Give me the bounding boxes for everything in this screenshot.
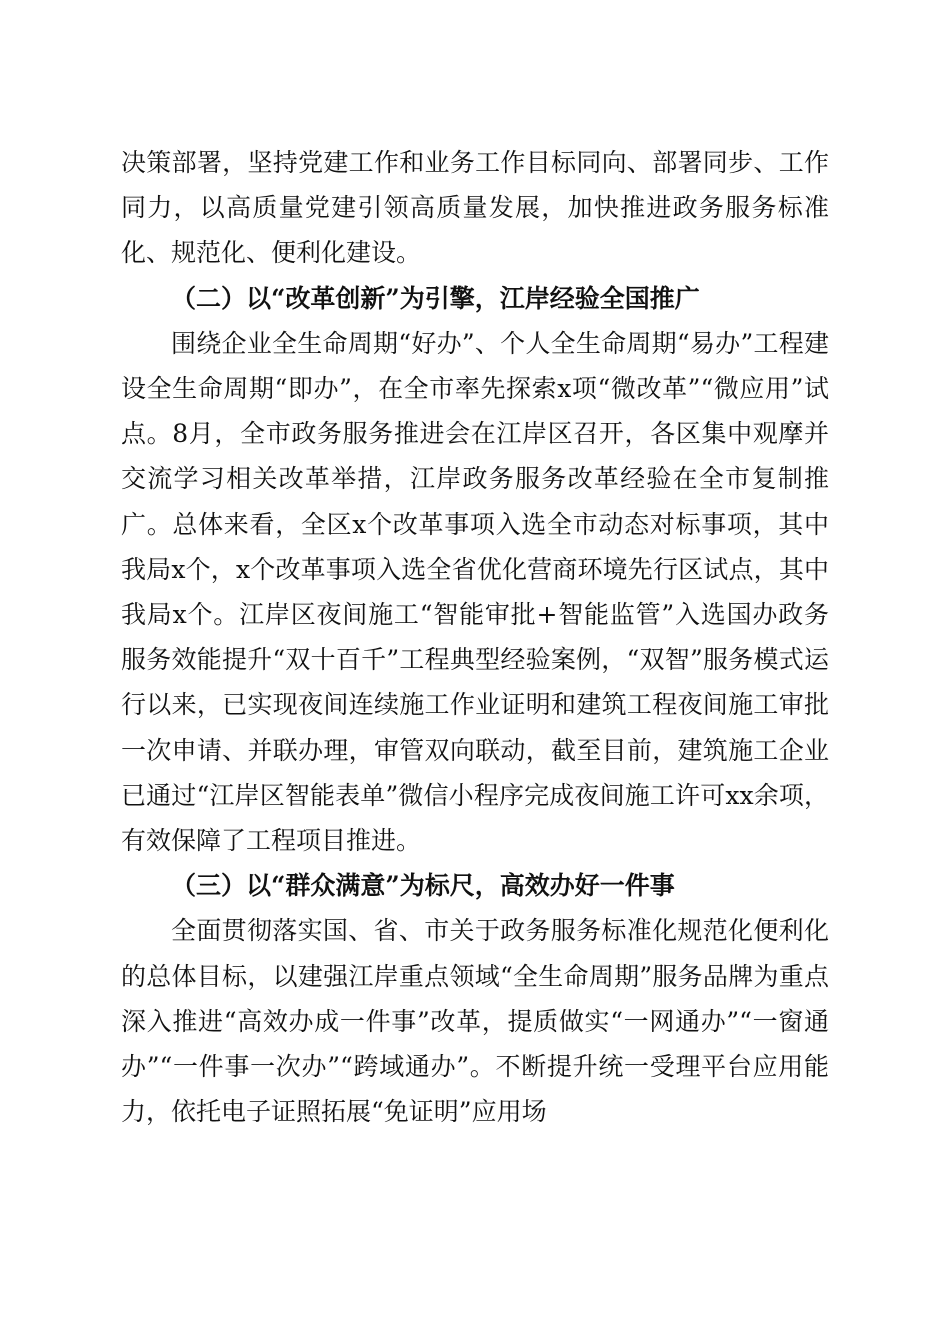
paragraph-reform-innovation: 围绕企业全生命周期“好办”、个人全生命周期“易办”工程建设全生命周期“即办”，在全市率先探索x项“微改革”“微应用”试点。8月，全市政务服务推进会在江岸区召开，各区集中观摩并交流学习相关改革举措，江岸政务服务改革经验在全市复制推广。总体来看，全区x个改革事项入选全市动态对标事项，其中我局x个，x个改革事项入选全省优化营商环境先行区试点，其中我局x个。江岸区夜间施工“智能审批+智能监管”入选国办政务服务效能提升“双十百千”工程典型经验案例，“双智”服务模式运行以来，已实现夜间连续施工作业证明和建筑工程夜间施工审批一次申请、并联办理，审管双向联动，截至目前，建筑施工企业已通过“江岸区智能表单”微信小程序完成夜间施工许可xx余项，有效保障了工程项目推进。 [121, 328, 829, 856]
section-heading-3: （三）以“群众满意”为标尺，高效办好一件事 [171, 871, 675, 901]
document-body [121, 140, 829, 1134]
section-heading-2: （二）以“改革创新”为引擎，江岸经验全国推广 [171, 283, 700, 313]
paragraph-public-satisfaction: 全面贯彻落实国、省、市关于政务服务标准化规范化便利化的总体目标，以建强江岸重点领域“全生命周期”服务品牌为重点深入推进“高效办成一件事”改革，提质做实“一网通办”“一窗通办”“一件事一次办”“跨域通办”。不断提升统一受理平台应用能力，依托电子证照拓展“免证明”应用场 [121, 916, 829, 1127]
paragraph-continuation: 决策部署，坚持党建工作和业务工作目标同向、部署同步、工作同力，以高质量党建引领高质量发展，加快推进政务服务标准化、规范化、便利化建设。 [121, 148, 829, 268]
